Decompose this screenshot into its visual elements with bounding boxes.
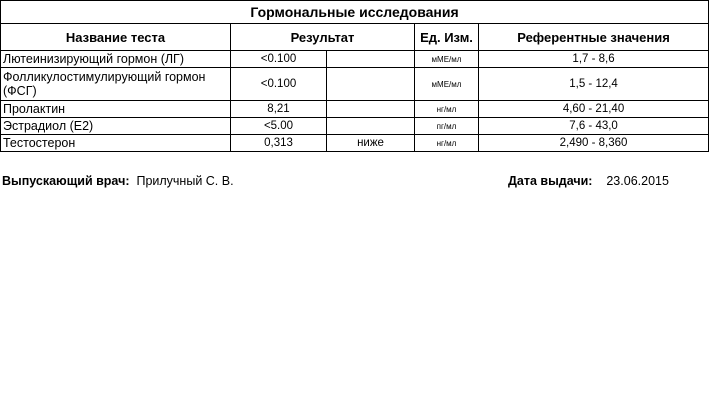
- test-flag: ниже: [327, 135, 415, 152]
- table-row: [1, 135, 709, 152]
- issuing-doctor: [2, 174, 234, 188]
- test-name: Лютеинизирующий гормон (ЛГ): [1, 51, 231, 68]
- test-reference: 7,6 - 43,0: [479, 118, 709, 135]
- test-name: Фолликулостимулирующий гормон (ФСГ): [1, 68, 231, 101]
- test-value: 0,313: [231, 135, 327, 152]
- test-name: Тестостерон: [1, 135, 231, 152]
- lab-report: [0, 0, 708, 188]
- test-value: <5.00: [231, 118, 327, 135]
- column-header-unit: Ед. Изм.: [415, 24, 479, 51]
- report-footer: [2, 174, 702, 190]
- test-flag: [327, 51, 415, 68]
- doctor-name: Прилучный С. В.: [136, 174, 234, 188]
- test-value: <0.100: [231, 51, 327, 68]
- test-flag: [327, 101, 415, 118]
- test-unit: мМЕ/мл: [415, 51, 479, 68]
- test-name: Эстрадиол (Е2): [1, 118, 231, 135]
- table-row: [1, 68, 709, 101]
- report-title: Гормональные исследования: [1, 1, 709, 24]
- test-flag: [327, 118, 415, 135]
- test-reference: 1,5 - 12,4: [479, 68, 709, 101]
- test-reference: 2,490 - 8,360: [479, 135, 709, 152]
- column-header-name: Название теста: [1, 24, 231, 51]
- date-label: Дата выдачи:: [508, 174, 593, 188]
- test-unit: нг/мл: [415, 135, 479, 152]
- date-value: 23.06.2015: [606, 174, 669, 188]
- test-flag: [327, 68, 415, 101]
- test-value: <0.100: [231, 68, 327, 101]
- column-header-reference: Референтные значения: [479, 24, 709, 51]
- test-name: Пролактин: [1, 101, 231, 118]
- table-row: [1, 101, 709, 118]
- test-unit: мМЕ/мл: [415, 68, 479, 101]
- test-reference: 1,7 - 8,6: [479, 51, 709, 68]
- column-header-result: Результат: [231, 24, 415, 51]
- test-reference: 4,60 - 21,40: [479, 101, 709, 118]
- test-unit: нг/мл: [415, 101, 479, 118]
- test-value: 8,21: [231, 101, 327, 118]
- doctor-label: Выпускающий врач:: [2, 174, 130, 188]
- table-row: [1, 51, 709, 68]
- results-table: [0, 0, 709, 152]
- issue-date: [508, 174, 669, 188]
- test-unit: пг/мл: [415, 118, 479, 135]
- table-row: [1, 118, 709, 135]
